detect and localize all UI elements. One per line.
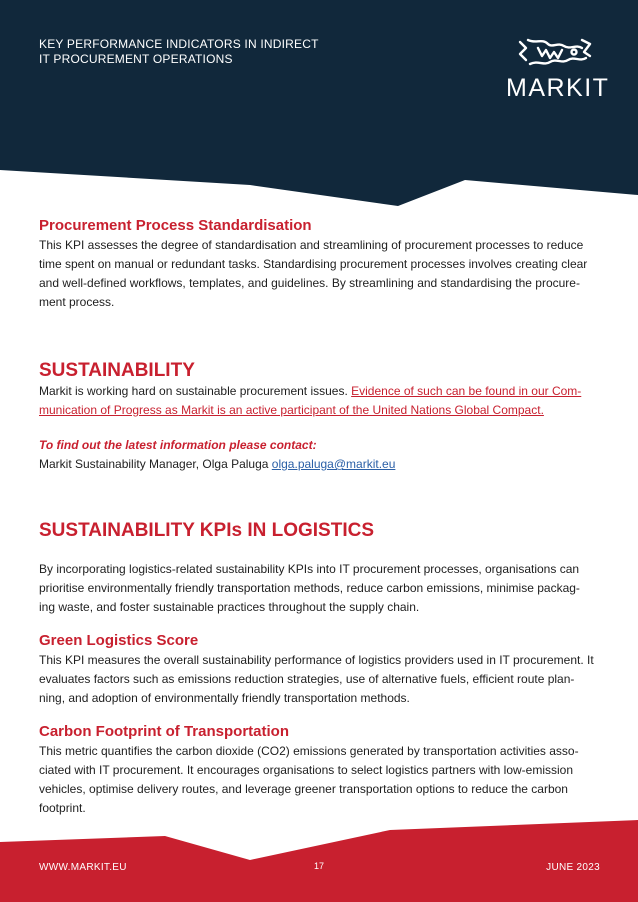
contact-line [39, 455, 601, 474]
markit-logo-icon [516, 34, 594, 72]
paragraph-green-logistics [39, 651, 601, 708]
paragraph-line: ment process. [39, 295, 115, 309]
paragraph-line: and well-defined workflows, templates, and guidelines. By streamlining and standardising the procure- [39, 276, 580, 290]
footer-website[interactable]: WWW.MARKIT.EU [39, 862, 127, 873]
paragraph-line: time spent on manual or redundant tasks. Standardising procurement processes involves creating clear [39, 257, 588, 271]
contact-email-link[interactable]: olga.paluga@markit.eu [271, 457, 396, 471]
paragraph-sustainability [39, 382, 601, 420]
paragraph-line: ciated with IT procurement. It encourages organisations to select logistics partners with low-emission [39, 763, 574, 777]
markit-logo-text: MARKIT [506, 74, 610, 102]
markit-logo [506, 34, 610, 104]
heading-logistics: SUSTAINABILITY KPIs IN LOGISTICS [39, 520, 374, 541]
paragraph-logistics [39, 560, 601, 617]
sustainability-text: Markit is working hard on sustainable procurement issues. [39, 384, 352, 398]
document-title-line: KEY PERFORMANCE INDICATORS IN INDIRECT [39, 37, 319, 51]
paragraph-line: This KPI assesses the degree of standardisation and streamlining of procurement processes to reduce [39, 238, 584, 252]
footer-date: JUNE 2023 [546, 862, 600, 873]
header-background [0, 0, 638, 215]
contact-name: Markit Sustainability Manager, Olga Paluga [39, 457, 272, 471]
heading-sustainability: SUSTAINABILITY [39, 360, 195, 381]
paragraph-line: prioritise environmentally friendly transportation methods, reduce carbon emissions, minimise packag- [39, 581, 580, 595]
communication-of-progress-link-continued[interactable]: munication of Progress as Markit is an active participant of the United Nations Global Compact. [39, 403, 544, 417]
page-number: 17 [314, 861, 325, 871]
paragraph-line: vehicles, optimise delivery routes, and leverage greener transportation options to reduce the carbon [39, 782, 568, 796]
heading-carbon-footprint: Carbon Footprint of Transportation [39, 723, 289, 740]
paragraph-line: evaluates factors such as emissions reduction strategies, use of alternative fuels, efficient route plan- [39, 672, 575, 686]
paragraph-line: By incorporating logistics-related sustainability KPIs into IT procurement processes, organisations can [39, 562, 580, 576]
paragraph-line: ning, and adoption of environmentally friendly transportation methods. [39, 691, 410, 705]
heading-standardisation: Procurement Process Standardisation [39, 217, 312, 234]
paragraph-carbon-footprint [39, 742, 601, 818]
document-title [39, 37, 369, 67]
paragraph-standardisation [39, 236, 601, 312]
paragraph-line: ing waste, and foster sustainable practices throughout the supply chain. [39, 600, 420, 614]
paragraph-line: This KPI measures the overall sustainability performance of logistics providers used in IT procurement. It [39, 653, 594, 667]
document-title-line: IT PROCUREMENT OPERATIONS [39, 52, 233, 66]
paragraph-line: This metric quantifies the carbon dioxide (CO2) emissions generated by transportation activities asso- [39, 744, 579, 758]
contact-label: To find out the latest information please contact: [39, 438, 317, 452]
communication-of-progress-link[interactable]: Evidence of such can be found in our Com- [351, 384, 582, 398]
paragraph-line: footprint. [39, 801, 86, 815]
heading-green-logistics: Green Logistics Score [39, 632, 199, 649]
